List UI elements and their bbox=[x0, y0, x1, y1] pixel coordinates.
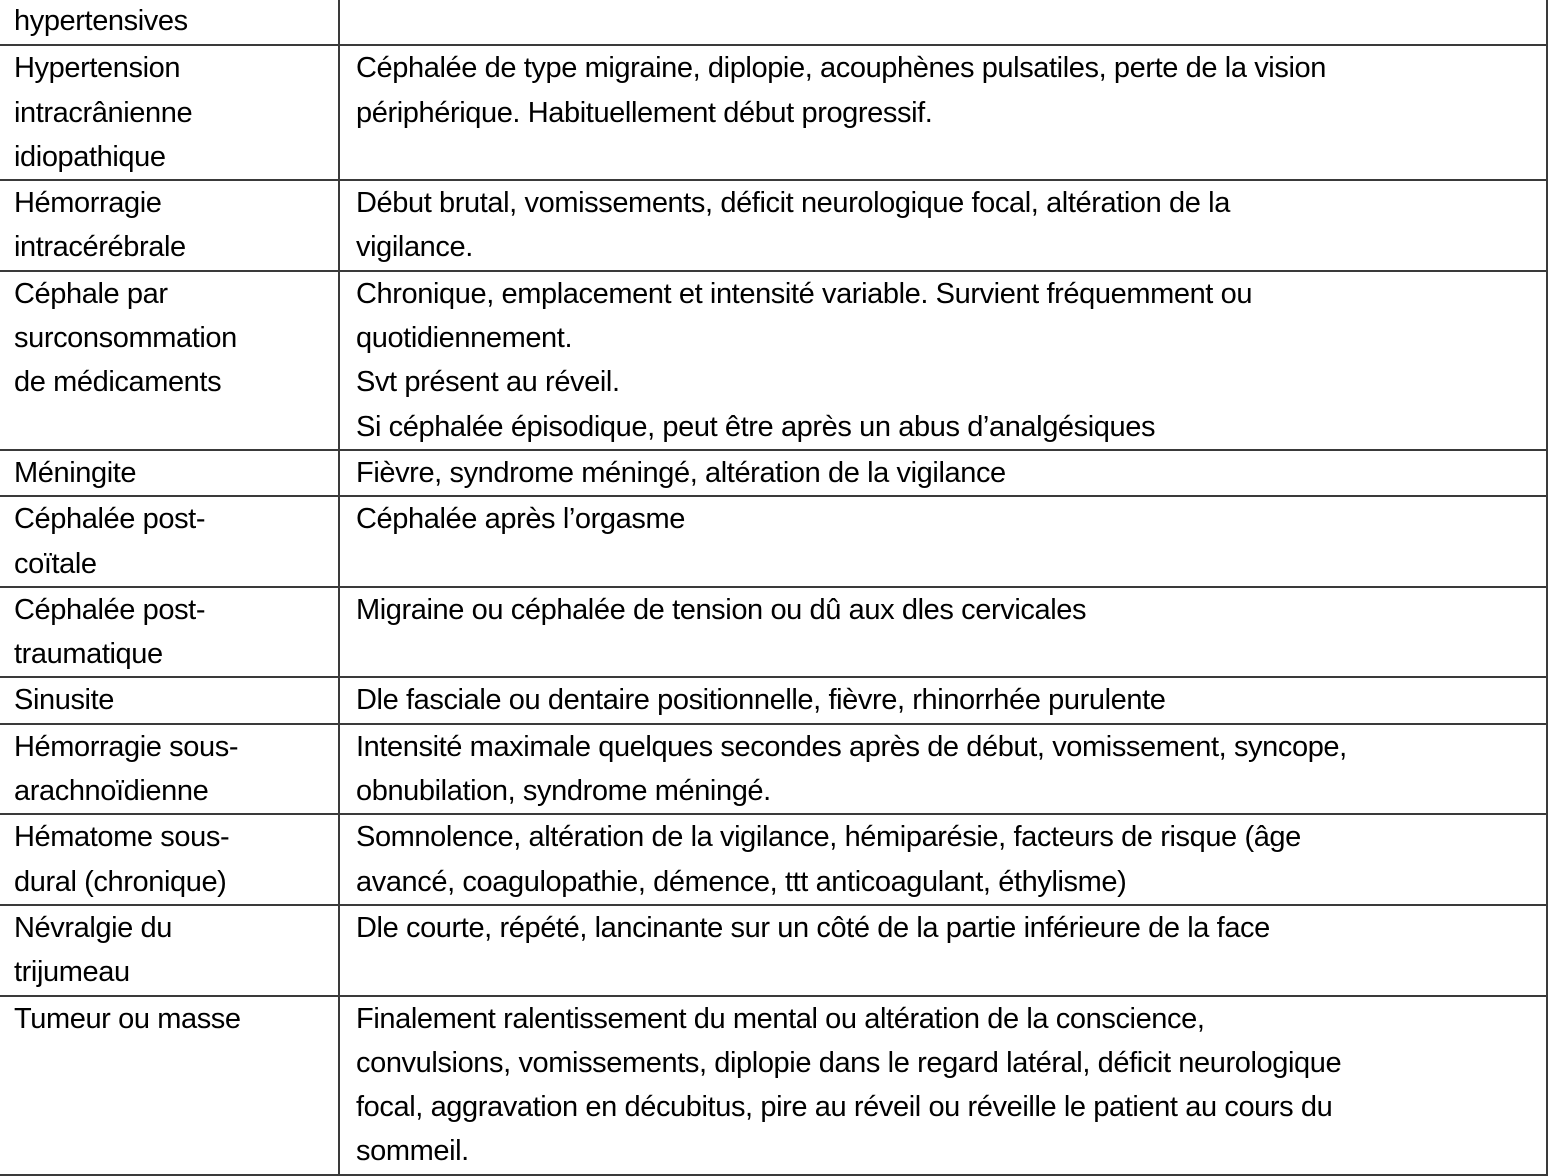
condition-cell bbox=[0, 996, 339, 1175]
condition-text: Méningite bbox=[14, 456, 137, 489]
condition-text: Hématome sous- bbox=[14, 821, 230, 854]
condition-cell bbox=[0, 496, 339, 587]
condition-text: traumatique bbox=[14, 638, 163, 671]
description-cell bbox=[339, 587, 1547, 678]
description-text: obnubilation, syndrome méningé. bbox=[356, 775, 771, 808]
description-text: Intensité maximale quelques secondes après de début, vomissement, syncope, bbox=[356, 730, 1347, 763]
description-cell bbox=[339, 814, 1547, 905]
description-text: Céphalée de type migraine, diplopie, acouphènes pulsatiles, perte de la vision bbox=[356, 52, 1326, 85]
description-text: Chronique, emplacement et intensité variable. Survient fréquemment ou bbox=[356, 277, 1253, 310]
description-cell bbox=[339, 271, 1547, 450]
table-row bbox=[0, 677, 1547, 723]
condition-text: idiopathique bbox=[14, 140, 166, 173]
description-text: convulsions, vomissements, diplopie dans le regard latéral, déficit neurologique bbox=[356, 1046, 1342, 1079]
condition-text: Sinusite bbox=[14, 684, 114, 717]
description-text: avancé, coagulopathie, démence, ttt anticoagulant, éthylisme) bbox=[356, 865, 1127, 898]
condition-text: Hémorragie bbox=[14, 187, 162, 220]
description-cell bbox=[339, 677, 1547, 723]
condition-cell bbox=[0, 587, 339, 678]
description-cell bbox=[339, 180, 1547, 271]
condition-text: Céphalée post- bbox=[14, 503, 206, 536]
table-row bbox=[0, 496, 1547, 587]
table-row bbox=[0, 905, 1547, 996]
condition-text: intracérébrale bbox=[14, 231, 186, 264]
condition-cell bbox=[0, 0, 339, 45]
description-text: Migraine ou céphalée de tension ou dû aux dles cervicales bbox=[356, 593, 1087, 626]
description-cell bbox=[339, 996, 1547, 1175]
table-row bbox=[0, 587, 1547, 678]
condition-text: intracrânienne bbox=[14, 96, 193, 129]
description-text: Svt présent au réveil. bbox=[356, 366, 620, 399]
table-row bbox=[0, 450, 1547, 496]
description-cell bbox=[339, 450, 1547, 496]
condition-text: Céphale par bbox=[14, 277, 168, 310]
condition-text: surconsommation bbox=[14, 322, 237, 355]
condition-text: Céphalée post- bbox=[14, 593, 206, 626]
description-text: focal, aggravation en décubitus, pire au réveil ou réveille le patient au cours du bbox=[356, 1091, 1333, 1124]
description-text: Début brutal, vomissements, déficit neurologique focal, altération de la bbox=[356, 187, 1230, 220]
table-row bbox=[0, 814, 1547, 905]
description-text: Dle fasciale ou dentaire positionnelle, fièvre, rhinorrhée purulente bbox=[356, 684, 1166, 717]
description-text: Finalement ralentissement du mental ou altération de la conscience, bbox=[356, 1002, 1205, 1035]
condition-cell bbox=[0, 724, 339, 815]
description-text: quotidiennement. bbox=[356, 322, 573, 355]
condition-text: de médicaments bbox=[14, 366, 222, 399]
condition-text: hypertensives bbox=[14, 5, 188, 37]
condition-cell bbox=[0, 814, 339, 905]
description-text: Fièvre, syndrome méningé, altération de la vigilance bbox=[356, 456, 1006, 489]
description-text: Céphalée après l’orgasme bbox=[356, 503, 685, 536]
condition-text: Hypertension bbox=[14, 52, 181, 85]
table-row bbox=[0, 180, 1547, 271]
condition-cell bbox=[0, 677, 339, 723]
condition-text: coïtale bbox=[14, 547, 97, 580]
condition-cell bbox=[0, 271, 339, 450]
table-row bbox=[0, 271, 1547, 450]
description-cell bbox=[339, 905, 1547, 996]
condition-text: arachnoïdienne bbox=[14, 775, 209, 808]
description-cell bbox=[339, 0, 1547, 45]
table-row bbox=[0, 45, 1547, 180]
description-cell bbox=[339, 724, 1547, 815]
description-text: Dle courte, répété, lancinante sur un côté de la partie inférieure de la face bbox=[356, 911, 1270, 944]
condition-text: Hémorragie sous- bbox=[14, 730, 239, 763]
description-text: périphérique. Habituellement début progressif. bbox=[356, 96, 933, 129]
description-cell bbox=[339, 45, 1547, 180]
condition-text: trijumeau bbox=[14, 956, 130, 989]
condition-text: Névralgie du bbox=[14, 911, 173, 944]
condition-cell bbox=[0, 180, 339, 271]
description-text: Somnolence, altération de la vigilance, hémiparésie, facteurs de risque (âge bbox=[356, 821, 1301, 854]
condition-cell bbox=[0, 45, 339, 180]
condition-text: Tumeur ou masse bbox=[14, 1002, 241, 1035]
description-text: sommeil. bbox=[356, 1135, 469, 1168]
condition-text: dural (chronique) bbox=[14, 865, 227, 898]
description-text: Si céphalée épisodique, peut être après un abus d’analgésiques bbox=[356, 410, 1156, 443]
condition-cell bbox=[0, 905, 339, 996]
table-row bbox=[0, 0, 1547, 45]
table-row bbox=[0, 996, 1547, 1175]
table-row bbox=[0, 724, 1547, 815]
description-cell bbox=[339, 496, 1547, 587]
description-text: vigilance. bbox=[356, 231, 473, 264]
condition-cell bbox=[0, 450, 339, 496]
